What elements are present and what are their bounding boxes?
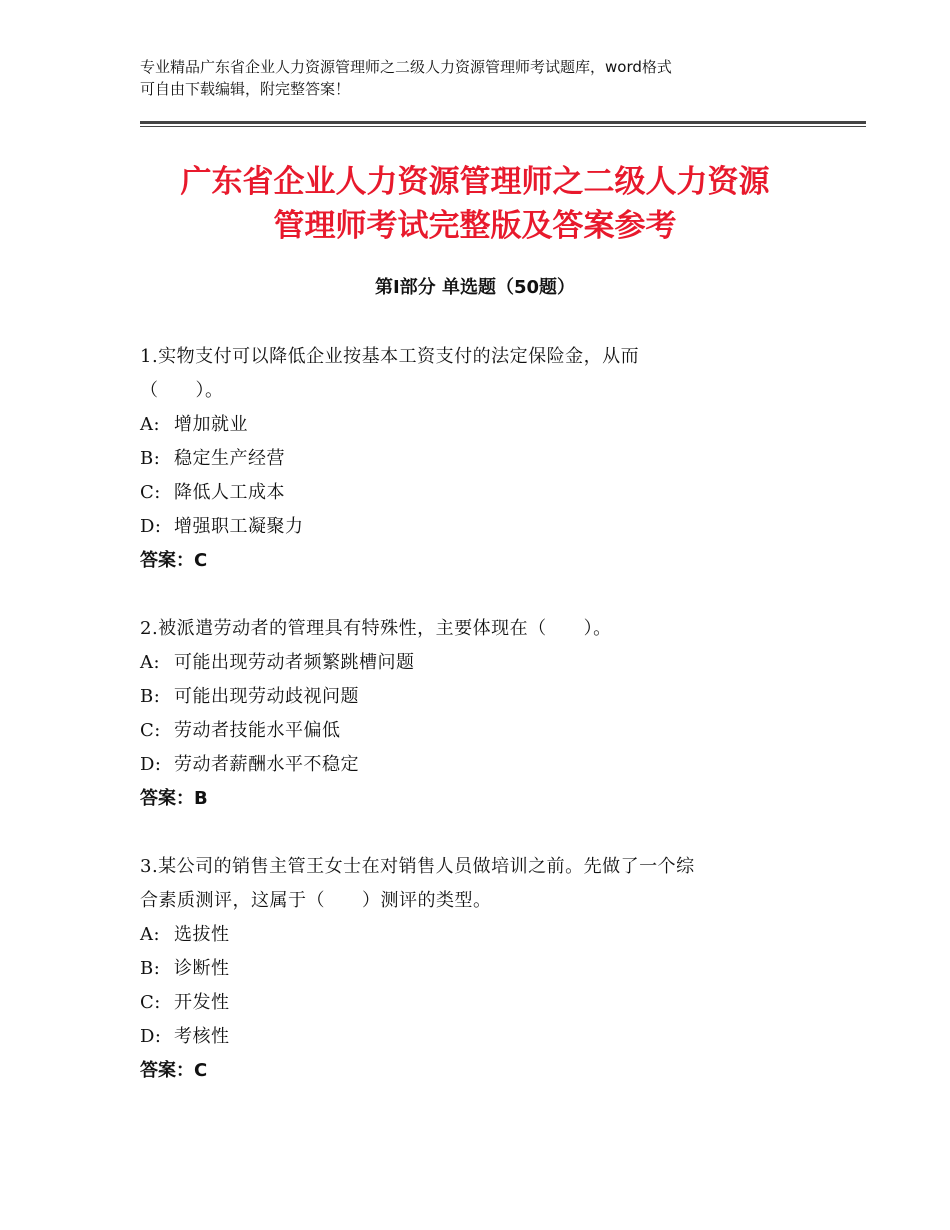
option-a <box>140 408 820 442</box>
option-a <box>140 646 820 680</box>
answer-line <box>140 544 820 578</box>
option-a <box>140 918 820 952</box>
option-text: 增加就业 <box>174 414 248 435</box>
header-note-line-1: 专业精品广东省企业人力资源管理师之二级人力资源管理师考试题库，word格式 <box>140 58 672 76</box>
question-list <box>140 340 820 1122</box>
answer-line <box>140 782 820 816</box>
option-letter: A: <box>140 652 161 673</box>
question-stem <box>140 850 820 918</box>
option-d <box>140 1020 820 1054</box>
option-d <box>140 748 820 782</box>
document-title-line-1: 广东省企业人力资源管理师之二级人力资源 <box>180 164 770 200</box>
option-text: 考核性 <box>174 1026 230 1047</box>
header-rule-thin <box>140 126 866 127</box>
option-b <box>140 680 820 714</box>
option-letter: B: <box>140 686 161 707</box>
question-3 <box>140 850 820 1088</box>
option-letter: D: <box>140 754 162 775</box>
question-stem-line-2: （ ）。 <box>140 380 224 401</box>
option-c <box>140 714 820 748</box>
option-text: 开发性 <box>174 992 230 1013</box>
option-text: 稳定生产经营 <box>174 448 285 469</box>
question-stem-line-1: 2.被派遣劳动者的管理具有特殊性，主要体现在（ ）。 <box>140 618 612 639</box>
option-letter: A: <box>140 924 161 945</box>
option-letter: C: <box>140 720 161 741</box>
question-1 <box>140 340 820 578</box>
answer-value: C <box>194 1060 208 1081</box>
option-b <box>140 952 820 986</box>
option-c <box>140 986 820 1020</box>
answer-line <box>140 1054 820 1088</box>
option-text: 劳动者技能水平偏低 <box>174 720 341 741</box>
option-text: 劳动者薪酬水平不稳定 <box>174 754 359 775</box>
header-note <box>140 56 820 100</box>
answer-value: B <box>194 788 208 809</box>
option-d <box>140 510 820 544</box>
option-text: 可能出现劳动歧视问题 <box>174 686 359 707</box>
option-letter: C: <box>140 992 161 1013</box>
question-stem <box>140 340 820 408</box>
question-stem-line-2: 合素质测评，这属于（ ）测评的类型。 <box>140 890 492 911</box>
document-title-line-2: 管理师考试完整版及答案参考 <box>273 208 677 244</box>
option-text: 选拔性 <box>174 924 230 945</box>
answer-label: 答案： <box>140 550 194 571</box>
question-stem <box>140 612 820 646</box>
option-text: 增强职工凝聚力 <box>174 516 304 537</box>
section-title: 第Ⅰ部分 单选题（50题） <box>374 277 575 298</box>
option-text: 降低人工成本 <box>174 482 285 503</box>
header-note-line-2: 可自由下载编辑，附完整答案！ <box>140 80 351 98</box>
option-letter: C: <box>140 482 161 503</box>
option-c <box>140 476 820 510</box>
option-text: 可能出现劳动者频繁跳槽问题 <box>174 652 415 673</box>
document-title <box>110 160 840 248</box>
option-letter: B: <box>140 448 161 469</box>
option-letter: A: <box>140 414 161 435</box>
answer-label: 答案： <box>140 1060 194 1081</box>
question-2 <box>140 612 820 816</box>
header-rule-thick <box>140 121 866 124</box>
option-text: 诊断性 <box>174 958 230 979</box>
option-letter: D: <box>140 1026 162 1047</box>
answer-label: 答案： <box>140 788 194 809</box>
question-stem-line-1: 1.实物支付可以降低企业按基本工资支付的法定保险金，从而 <box>140 346 640 367</box>
option-letter: B: <box>140 958 161 979</box>
option-letter: D: <box>140 516 162 537</box>
question-stem-line-1: 3.某公司的销售主管王女士在对销售人员做培训之前。先做了一个综 <box>140 856 695 877</box>
answer-value: C <box>194 550 208 571</box>
option-b <box>140 442 820 476</box>
